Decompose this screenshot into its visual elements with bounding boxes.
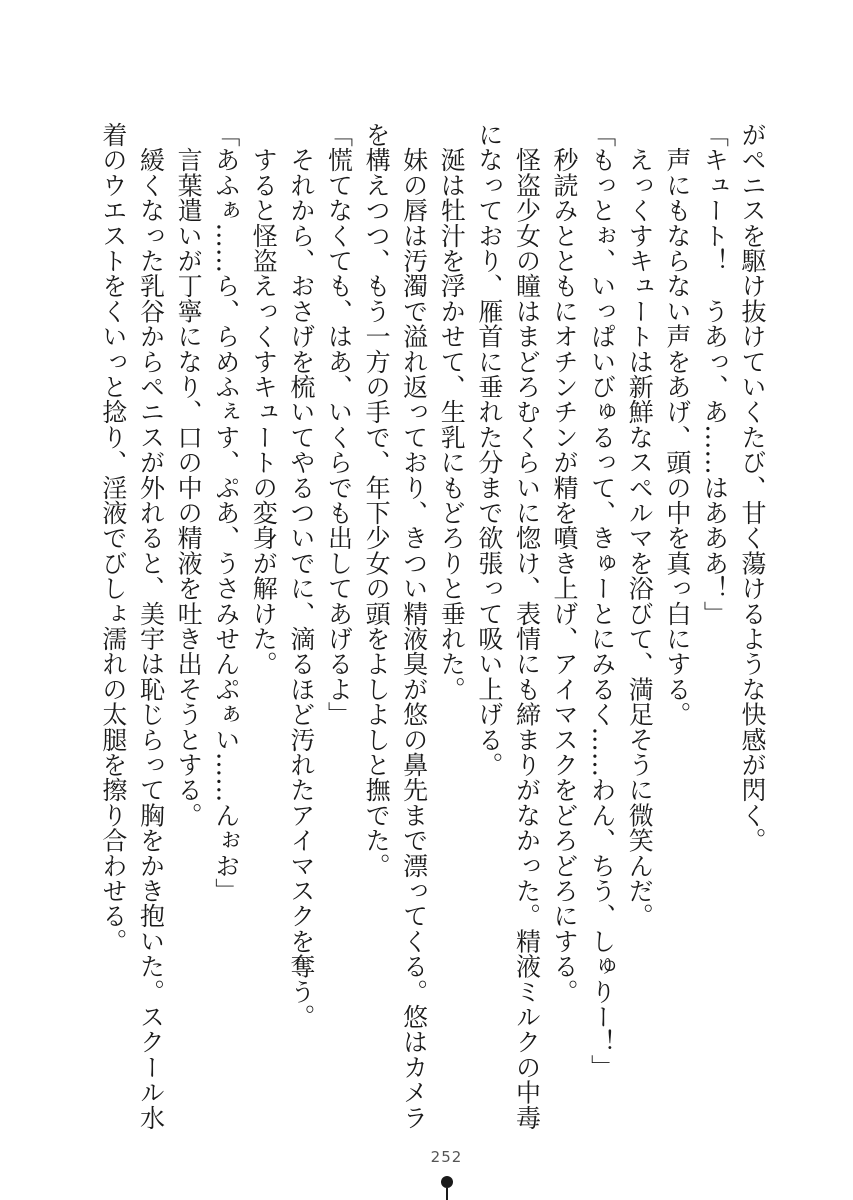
page-marker-tick bbox=[446, 1188, 448, 1200]
body-text bbox=[94, 122, 771, 1130]
page-marker-dot bbox=[441, 1176, 453, 1188]
text-line: えっくすキュートは新鮮なスペルマを浴びて、満足そうに微笑んだ。 bbox=[625, 122, 655, 929]
text-line: 「キュート！ うあっ、あ……はあああ！」 bbox=[700, 122, 730, 626]
text-line: になっており、雁首に垂れた分まで欲張って吸い上げる。 bbox=[474, 122, 504, 778]
text-line: すると怪盗えっくすキュートの変身が解けた。 bbox=[249, 122, 279, 677]
text-line: 着のウエストをくいっと捻り、淫液でびしょ濡れの太腿を擦り合わせる。 bbox=[98, 122, 128, 954]
text-line: 言葉遣いが丁寧になり、口の中の精液を吐き出そうとする。 bbox=[174, 122, 204, 828]
text-line: 声にもならない声をあげ、頭の中を真っ白にする。 bbox=[662, 122, 692, 727]
text-line: 涎は牡汁を浮かせて、生乳にもどろりと垂れた。 bbox=[437, 122, 467, 702]
page-number: 252 bbox=[430, 1148, 463, 1166]
text-line: 妹の唇は汚濁で溢れ返っており、きつい精液臭が悠の鼻先まで漂ってくる。悠はカメラ bbox=[399, 122, 429, 1130]
text-line: 「慌てなくても、はあ、いくらでも出してあげるよ」 bbox=[324, 122, 354, 727]
text-line: 秒読みとともにオチンチンが精を噴き上げ、アイマスクをどろどろにする。 bbox=[550, 122, 580, 1004]
text-line: 緩くなった乳谷からペニスが外れると、美宇は恥じらって胸をかき抱いた。スクール水 bbox=[136, 122, 166, 1130]
text-line: 「あふぁ……ら、らめふぇす、ぷあ、うさみせんぷぁい……んぉお」 bbox=[211, 122, 241, 904]
text-line: 「もっとぉ、いっぱいびゅるって、きゅーとにみるく……わん、ちう、しゅりー！」 bbox=[587, 122, 617, 1080]
text-line: それから、おさげを梳いてやるついでに、滴るほど汚れたアイマスクを奪う。 bbox=[286, 122, 316, 1030]
text-line: を構えつつ、もう一方の手で、年下少女の頭をよしよしと撫でた。 bbox=[362, 122, 392, 878]
text-line: 怪盗少女の瞳はまどろむくらいに惚け、表情にも締まりがなかった。精液ミルクの中毒 bbox=[512, 122, 542, 1130]
text-line: がペニスを駆け抜けていくたび、甘く蕩けるような快感が閃く。 bbox=[738, 122, 767, 853]
